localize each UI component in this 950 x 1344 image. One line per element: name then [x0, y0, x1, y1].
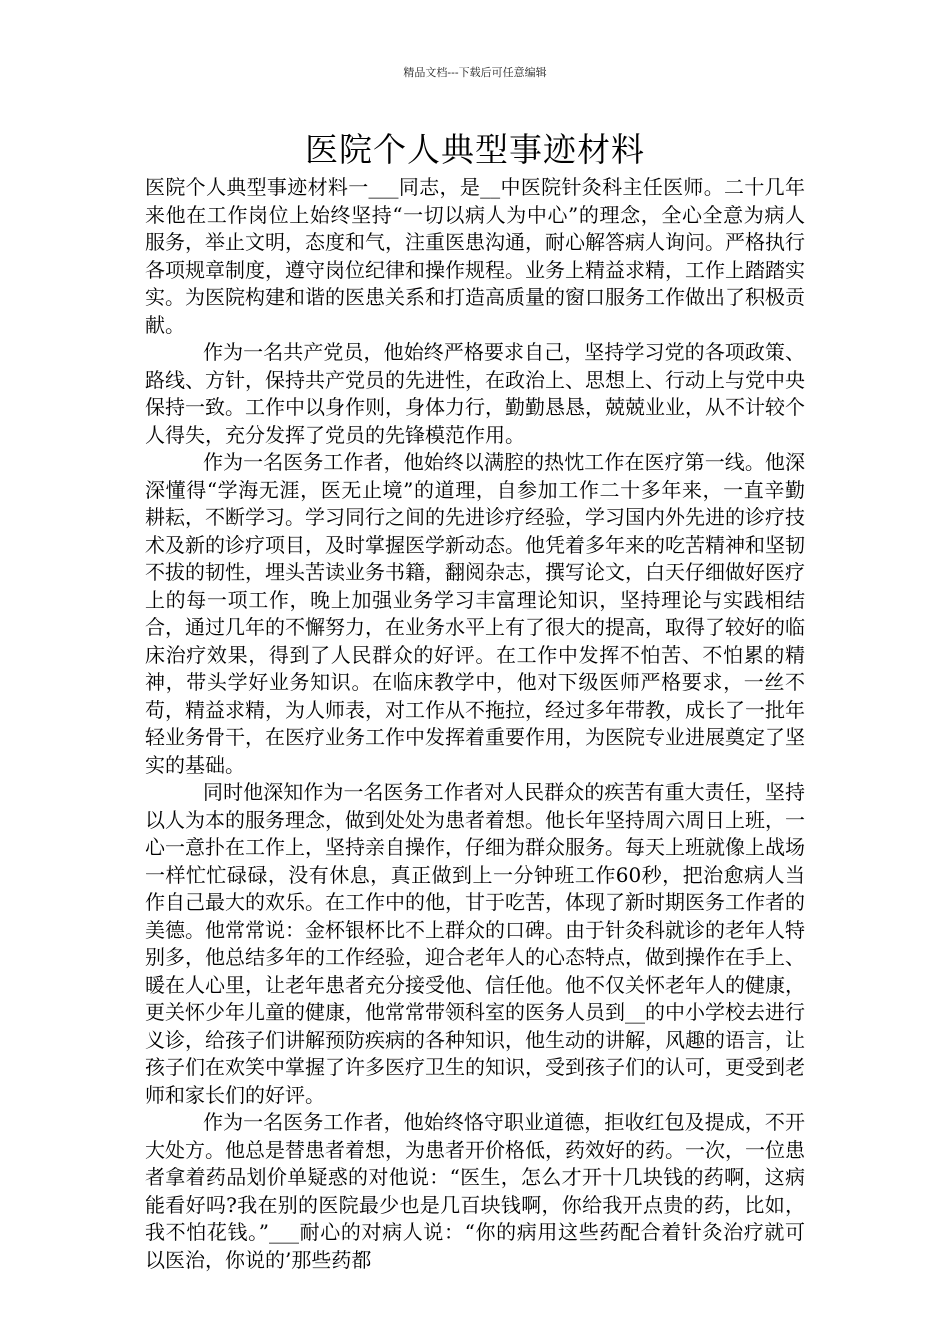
paragraph-3: 作为一名医务工作者，他始终以满腔的热忱工作在医疗第一线。他深深懂得“学海无涯，医无止境”的道理，自参加工作二十多年来，一直辛勤耕耘，不断学习。学习同行之间的先进诊疗经验，学习国内外先进的诊疗技术及新的诊疗项目，及时掌握医学新动态。他凭着多年来的吃苦精神和坚韧不拔的韧性，埋头苦读业务书籍，翻阅杂志，撰写论文，白天仔细做好医疗上的每一项工作，晚上加强业务学习丰富理论知识，坚持理论与实践相结合，通过几年的不懈努力，在业务水平上有了很大的提高，取得了较好的临床治疗效果，得到了人民群众的好评。在工作中发挥不怕苦、不怕累的精神，带头学好业务知识。在临床教学中，他对下级医师严格要求，一丝不苟，精益求精，为人师表，对工作从不拖拉，经过多年带教，成长了一批年轻业务骨干，在医疗业务工作中发挥着重要作用，为医院专业进展奠定了坚实的基础。 — [145, 450, 805, 777]
paragraph-5: 作为一名医务工作者，他始终恪守职业道德，拒收红包及提成，不开大处方。他总是替患者着想，为患者开价格低，药效好的药。一次，一位患者拿着药品划价单疑惑的对他说：“医生，怎么才开十几块钱的药啊，这病能看好吗?我在别的医院最少也是几百块钱啊，你给我开点贵的药，比如，我不怕花钱。”___耐心的对病人说：“你的病用这些药配合着针灸治疗就可以医治，你说的’那些药都 — [145, 1110, 805, 1272]
header-note: 精品文档---下载后可任意编辑 — [403, 66, 547, 79]
paragraph-4: 同时他深知作为一名医务工作者对人民群众的疾苦有重大责任，坚持以人为本的服务理念，做到处处为患者着想。他长年坚持周六周日上班，一心一意扑在工作上，坚持亲自操作，仔细为群众服务。每天上班就像上战场一样忙忙碌碌，没有休息，真正做到上一分钟班工作60秒，把治愈病人当作自己最大的欢乐。在工作中的他，甘于吃苦，体现了新时期医务工作者的美德。他常常说：金杯银杯比不上群众的口碑。由于针灸科就诊的老年人特别多，他总结多年的工作经验，迎合老年人的心态特点，做到操作在手上、暖在人心里，让老年患者充分接受他、信任他。他不仅关怀老年人的健康，更关怀少年儿童的健康，他常常带领科室的医务人员到__的中小学校去进行义诊，给孩子们讲解预防疾病的各种知识，他生动的讲解，风趣的语言，让孩子们在欢笑中掌握了许多医疗卫生的知识，受到孩子们的认可，更受到老师和家长们的好评。 — [145, 780, 805, 1107]
paragraph-2: 作为一名共产党员，他始终严格要求自己，坚持学习党的各项政策、路线、方针，保持共产党员的先进性，在政治上、思想上、行动上与党中央保持一致。工作中以身作则，身体力行，勤勤恳恳，兢兢业业，从不计较个人得失，充分发挥了党员的先锋模范作用。 — [145, 340, 805, 447]
document-body — [145, 174, 805, 1274]
document-title: 医院个人典型事迹材料 — [305, 130, 645, 169]
paragraph-1: 医院个人典型事迹材料一___同志，是__中医院针灸科主任医师。二十几年来他在工作岗位上始终坚持“一切以病人为中心”的理念，全心全意为病人服务，举止文明，态度和气，注重医患沟通，耐心解答病人询问。严格执行各项规章制度，遵守岗位纪律和操作规程。业务上精益求精，工作上踏踏实实。为医院构建和谐的医患关系和打造高质量的窗口服务工作做出了积极贡献。 — [145, 175, 805, 337]
